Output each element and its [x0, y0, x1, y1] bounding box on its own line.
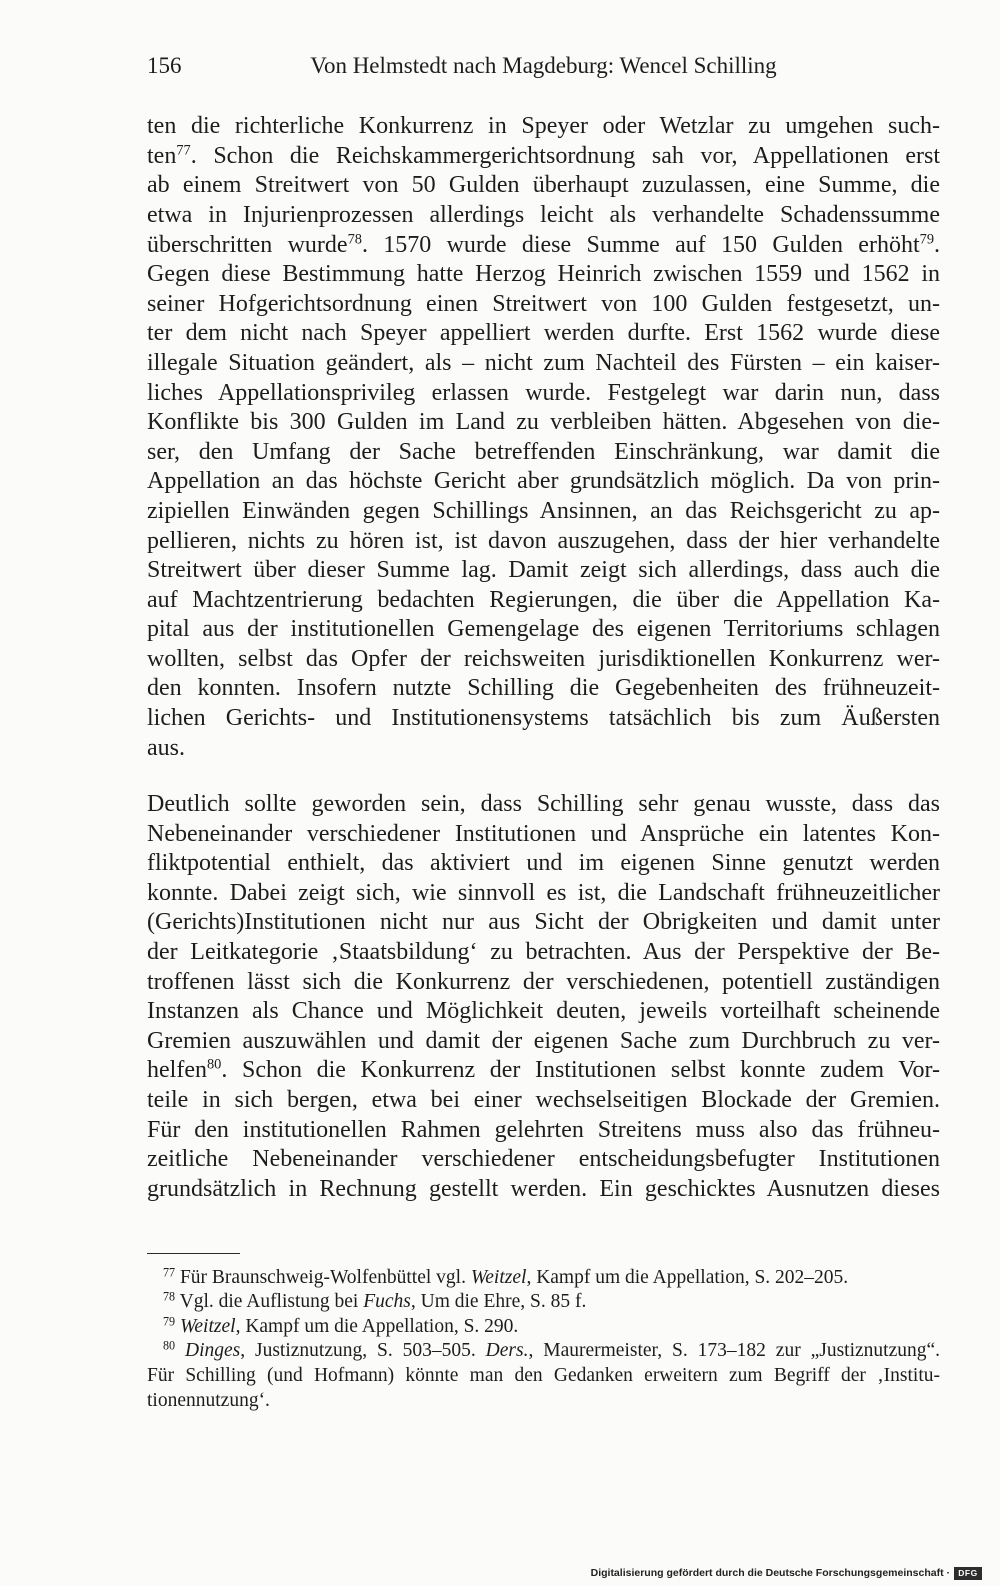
footnote-text: , Justiznutzung, S. 503–505. — [240, 1340, 486, 1362]
body-line: (Gerichts)Institutionen nicht nur aus Sicht der Obrigkeiten und damit unter — [147, 909, 940, 936]
body-line: Streitwert über dieser Summe lag. Damit zeigt sich allerdings, dass auch die — [147, 557, 940, 584]
footnote-number: 80 — [163, 1338, 176, 1353]
footnote-ref-80: 80 — [206, 1056, 222, 1073]
footnote-ref-77: 77 — [176, 142, 191, 159]
line-text: . Schon die Reichskammergerichtsordnung sah vor, Appellationen erst — [190, 142, 940, 169]
body-line: Gremien auszuwählen und damit der eigenen Sache zum Durchbruch zu ver- — [147, 1027, 940, 1054]
body-line: grundsätzlich in Rechnung gestellt werden. Ein geschicktes Ausnutzen dieses — [147, 1175, 940, 1202]
body-line: seiner Hofgerichtsordnung einen Streitwert von 100 Gulden festgesetzt, un- — [147, 290, 940, 317]
body-line: ter dem nicht nach Speyer appelliert werden durfte. Erst 1562 wurde diese — [147, 320, 940, 347]
line-text: . — [934, 231, 941, 258]
footnote-text: , Kampf um die Appellation, S. 202–205. — [526, 1266, 849, 1288]
body-line: zeitliche Nebeneinander verschiedener entscheidungsbefugter Institutionen — [147, 1146, 940, 1173]
body-line: wollten, selbst das Opfer der reichsweiten jurisdiktionellen Konkurrenz wer- — [147, 645, 940, 672]
body-line: teile in sich bergen, etwa bei einer wechselseitigen Blockade der Gremien. — [147, 1086, 940, 1113]
paragraph-1 — [147, 112, 940, 763]
body-text — [147, 112, 940, 1204]
body-line: auf Machtzentrierung bedachten Regierungen, die über die Appellation Ka- — [147, 586, 940, 613]
body-line: den konnten. Insofern nutzte Schilling die Gegebenheiten des frühneuzeit- — [147, 675, 940, 702]
body-line: ser, den Umfang der Sache betreffenden Einschränkung, war damit die — [147, 438, 940, 465]
body-line: zipiellen Einwänden gegen Schillings Ansinnen, an das Reichsgericht zu ap- — [147, 497, 940, 524]
footnote-author: Fuchs — [363, 1291, 411, 1313]
body-line: aus. — [147, 734, 185, 761]
body-line: lichen Gerichts- und Institutionensystems tatsächlich bis zum Äußersten — [147, 705, 940, 732]
body-line: ten die richterliche Konkurrenz in Speyer oder Wetzlar zu umgehen such- — [147, 113, 940, 140]
footnote-80 — [147, 1339, 940, 1364]
paragraph-2 — [147, 790, 940, 1204]
footnote-author: Ders. — [485, 1340, 529, 1362]
dfg-logo: DFG — [954, 1567, 982, 1580]
footnote-80-continued: tionennutzung‘. — [147, 1389, 270, 1411]
body-line: konnte. Dabei zeigt sich, wie sinnvoll es ist, die Landschaft frühneuzeitlicher — [147, 879, 940, 906]
body-line: pital aus der institutionellen Gemengelage des eigenen Territoriums schlagen — [147, 616, 940, 643]
running-title: Von Helmstedt nach Magdeburg: Wencel Schilling — [310, 53, 777, 78]
footnote-ref-79: 79 — [919, 230, 935, 247]
line-text: . Schon die Konkurrenz der Institutionen selbst konnte zudem Vor- — [221, 1057, 940, 1084]
footnote-number: 79 — [163, 1314, 176, 1329]
body-line: troffenen lässt sich die Konkurrenz der verschiedenen, potentiell zuständigen — [147, 968, 940, 995]
body-line — [147, 231, 940, 261]
footnote-text: , Um die Ehre, S. 85 f. — [410, 1291, 587, 1313]
body-line: Deutlich sollte geworden sein, dass Schilling sehr genau wusste, dass das — [147, 791, 940, 818]
footnote-ref-78: 78 — [347, 230, 362, 247]
footnote-78 — [147, 1290, 940, 1315]
footnote-number: 78 — [163, 1289, 176, 1304]
page-number: 156 — [147, 53, 182, 78]
body-line: pellieren, nichts zu hören ist, ist davon auszugehen, dass der hier verhandelte — [147, 527, 940, 554]
footnote-79 — [147, 1315, 940, 1340]
footnotes — [147, 1266, 940, 1414]
body-line: Konflikte bis 300 Gulden im Land zu verbleiben hätten. Abgesehen von die- — [147, 409, 940, 436]
line-text: helfen — [147, 1057, 207, 1084]
line-text: ten — [147, 142, 177, 169]
line-text: . 1570 wurde diese Summe auf 150 Gulden erhöht — [361, 231, 920, 258]
body-line: Gegen diese Bestimmung hatte Herzog Heinrich zwischen 1559 und 1562 in — [147, 261, 940, 288]
footnote-author: Weitzel — [179, 1315, 236, 1337]
body-line: illegale Situation geändert, als – nicht zum Nachteil des Fürsten – ein kaiser- — [147, 349, 940, 376]
body-line: etwa in Injurienprozessen allerdings leicht als verhandelte Schadenssumme — [147, 201, 940, 228]
running-header — [147, 51, 940, 81]
footnote-80-continued: Für Schilling (und Hofmann) könnte man den Gedanken erweitern zum Begriff der ‚Institu- — [147, 1365, 940, 1387]
footnote-number: 77 — [163, 1265, 176, 1280]
footnote-author: Dinges — [184, 1340, 241, 1362]
line-text: überschritten wurde — [147, 231, 348, 258]
footnote-text: Vgl. die Auflistung bei — [179, 1291, 364, 1313]
digitization-notice-text: Digitalisierung gefördert durch die Deutsche Forschungsgemeinschaft · — [590, 1567, 950, 1579]
body-line: fliktpotential enthielt, das aktiviert und im eigenen Sinne genutzt werden — [147, 850, 940, 877]
body-line: liches Appellationsprivileg erlassen wurde. Festgelegt war darin nun, dass — [147, 379, 940, 406]
body-line: Instanzen als Chance und Möglichkeit deuten, jeweils vorteilhaft scheinende — [147, 998, 940, 1025]
footnote-author: Weitzel — [470, 1266, 527, 1288]
footnote-separator-rule — [147, 1253, 240, 1254]
body-line — [147, 1056, 940, 1086]
body-line — [147, 142, 940, 172]
footnote-text: Für Braunschweig-Wolfenbüttel vgl. — [179, 1266, 471, 1288]
body-line: Nebeneinander verschiedener Institutionen und Ansprüche ein latentes Kon- — [147, 820, 940, 847]
body-line: der Leitkategorie ‚Staatsbildung‘ zu betrachten. Aus der Perspektive der Be- — [147, 939, 940, 966]
body-line: ab einem Streitwert von 50 Gulden überhaupt zuzulassen, eine Summe, die — [147, 172, 940, 199]
footnote-text: , Maurermeister, S. 173–182 zur „Justiznutzung“. — [528, 1340, 941, 1362]
body-line: Appellation an das höchste Gericht aber grundsätzlich möglich. Da von prin- — [147, 468, 940, 495]
footnote-text: , Kampf um die Appellation, S. 290. — [235, 1315, 519, 1337]
body-line: Für den institutionellen Rahmen gelehrten Streitens muss also das frühneu- — [147, 1116, 940, 1143]
digitization-notice — [591, 1565, 982, 1581]
footnote-77 — [147, 1266, 940, 1291]
